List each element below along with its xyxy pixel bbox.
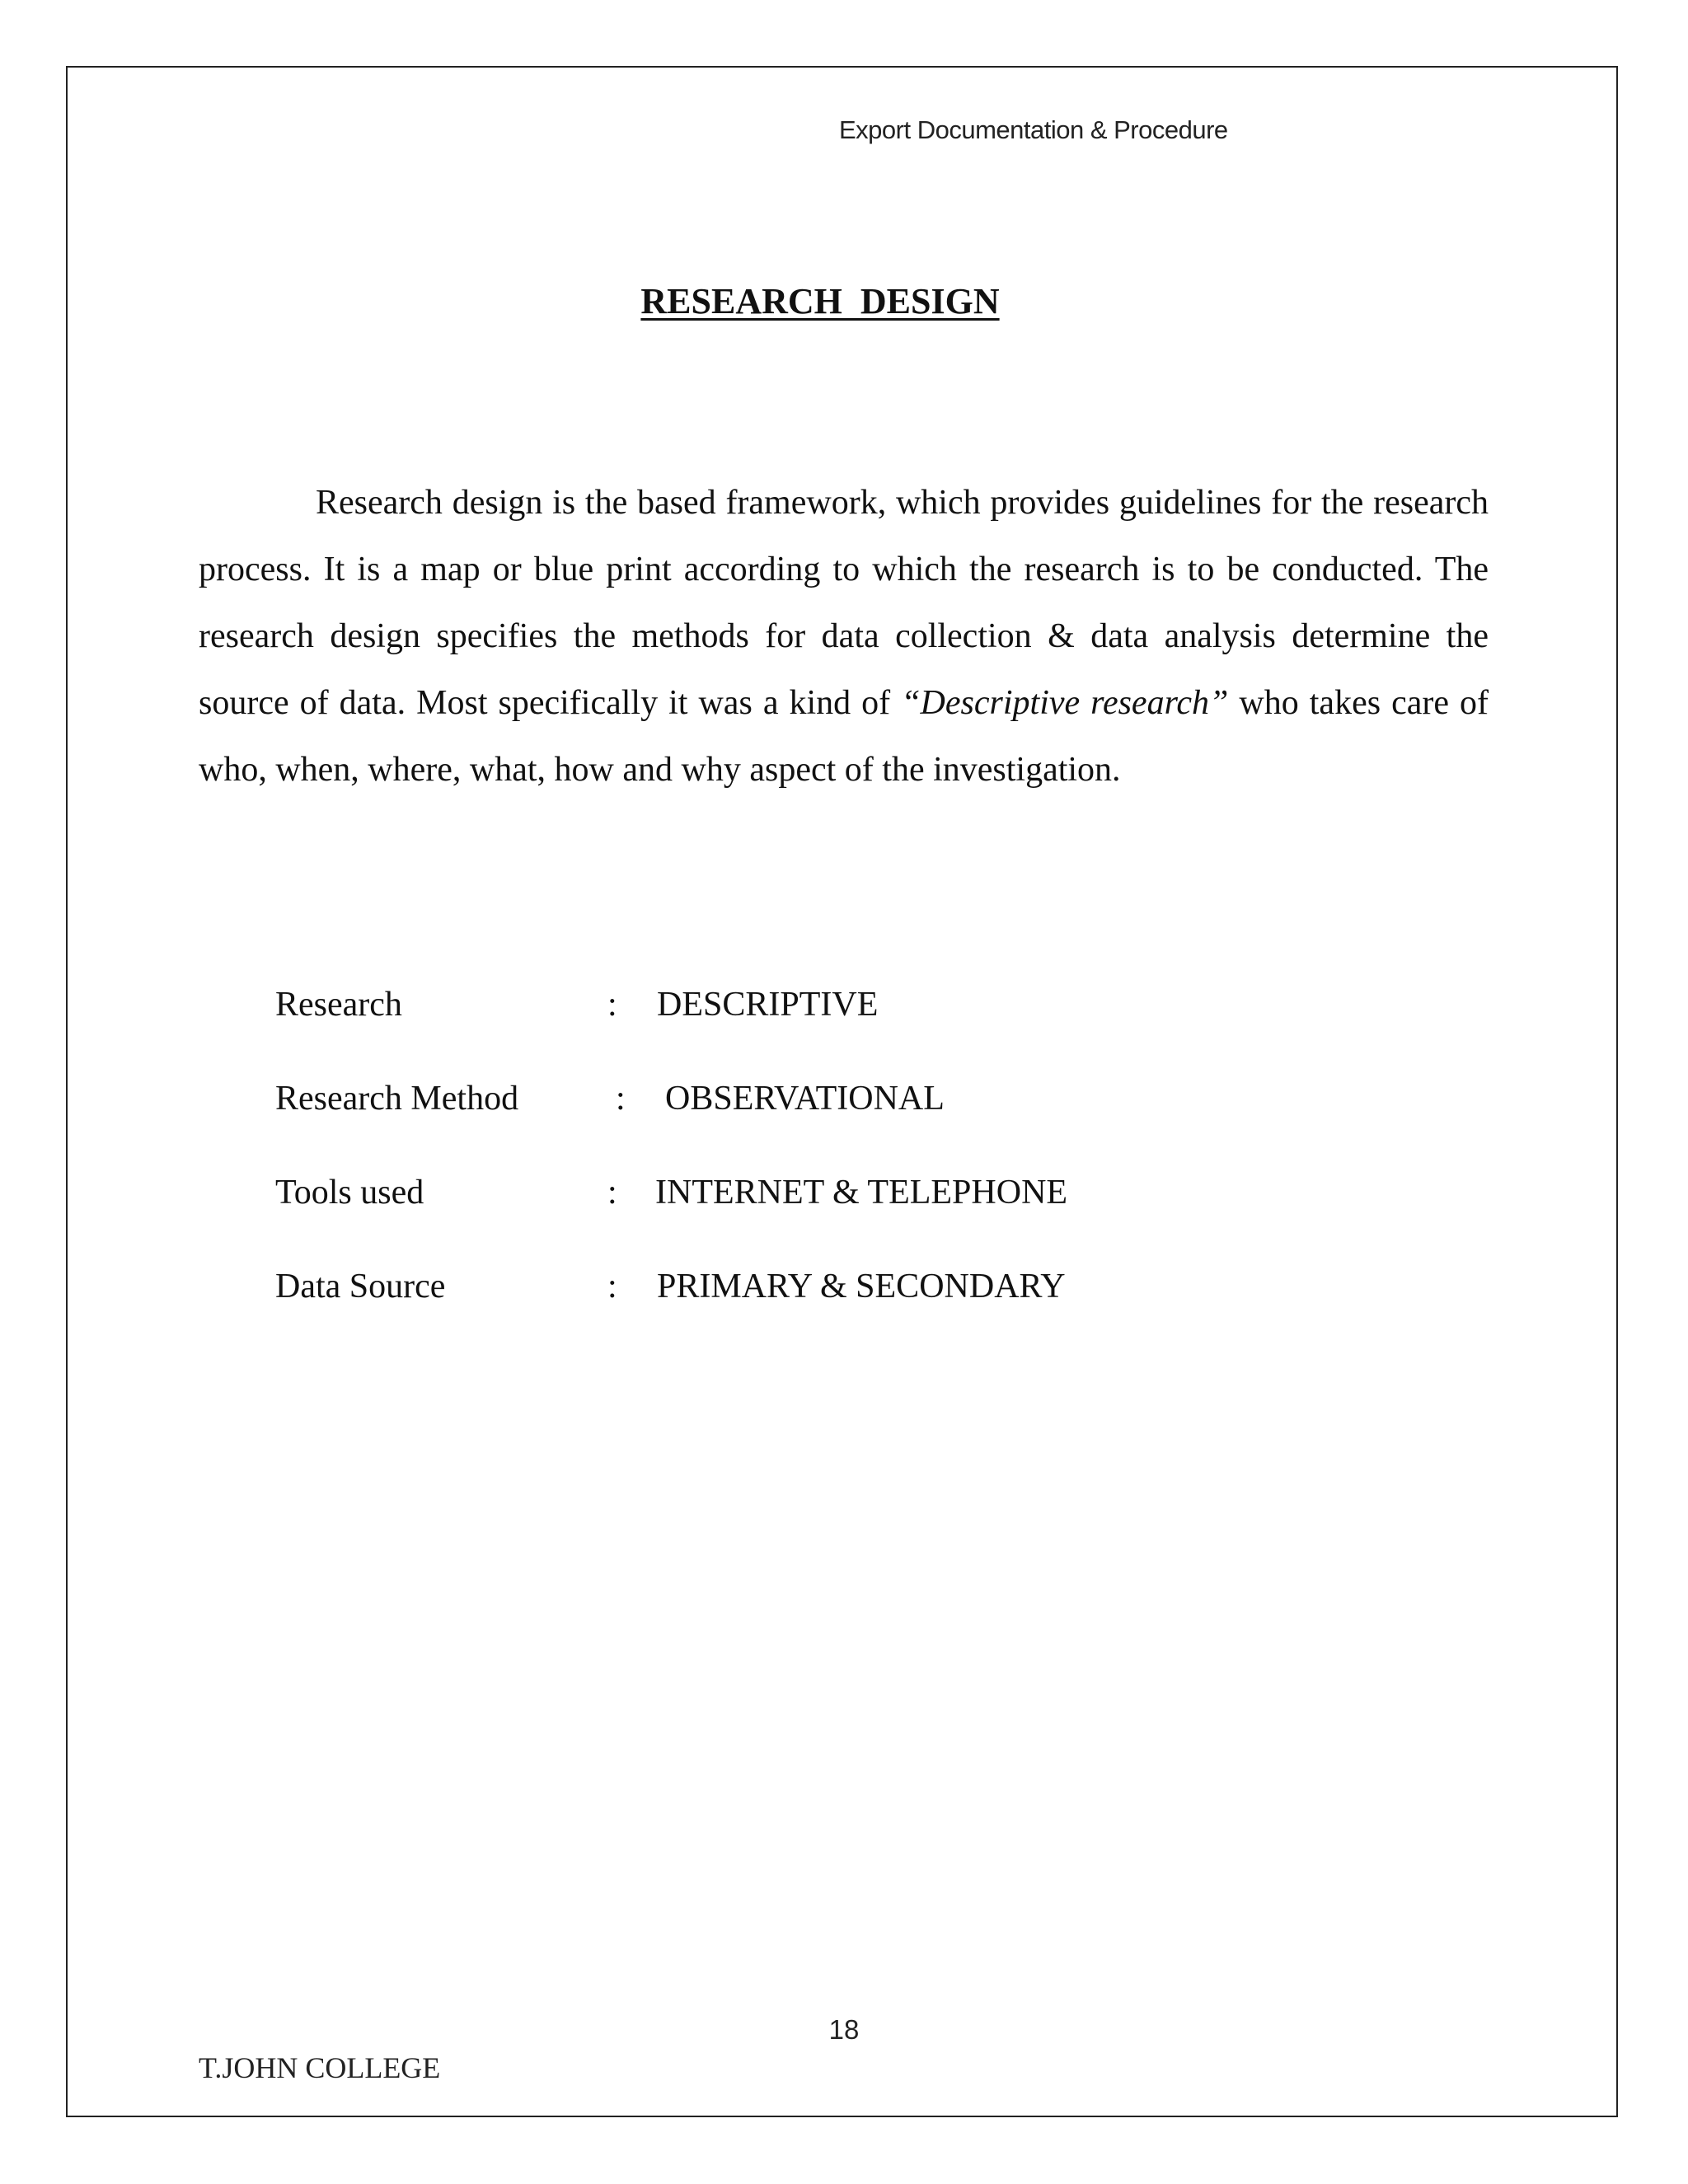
research-summary: [275, 985, 1067, 1361]
summary-colon: :: [607, 986, 617, 1024]
summary-label: Research: [275, 986, 402, 1024]
summary-value: PRIMARY & SECONDARY: [657, 1268, 1066, 1305]
running-header: Export Documentation & Procedure: [839, 115, 1228, 144]
intro-paragraph: [199, 470, 1489, 804]
summary-colon: :: [607, 1268, 617, 1305]
summary-label: Tools used: [275, 1174, 424, 1212]
summary-value: INTERNET & TELEPHONE: [655, 1174, 1068, 1212]
summary-label: Data Source: [275, 1268, 446, 1305]
summary-row-research-method: [275, 1079, 1067, 1173]
summary-colon: :: [607, 1174, 617, 1212]
paragraph-emphasis: “Descriptive research”: [901, 684, 1229, 722]
summary-value: OBSERVATIONAL: [665, 1080, 945, 1118]
footer-college-name: T.JOHN COLLEGE: [199, 2051, 441, 2084]
summary-row-tools-used: [275, 1173, 1067, 1267]
summary-colon: :: [616, 1080, 626, 1118]
page-title: RESEARCH DESIGN: [640, 281, 1000, 321]
summary-row-data-source: [275, 1267, 1067, 1361]
summary-label: Research Method: [275, 1080, 519, 1118]
summary-value: DESCRIPTIVE: [657, 986, 879, 1024]
paragraph-tail: who takes care of who, when, where, what, how and why aspect of the investigation.: [199, 684, 1489, 789]
page-number: 18: [828, 2014, 860, 2045]
paragraph-lead: Research design is the based framework, which provides guidelines for the research process. It is a map or blue print according to which the research is to be conducted. The research design specifies the methods for data collection & data analysis determine the source of data. Most specifically it was a kind of: [199, 484, 1489, 722]
summary-row-research: [275, 985, 1067, 1079]
